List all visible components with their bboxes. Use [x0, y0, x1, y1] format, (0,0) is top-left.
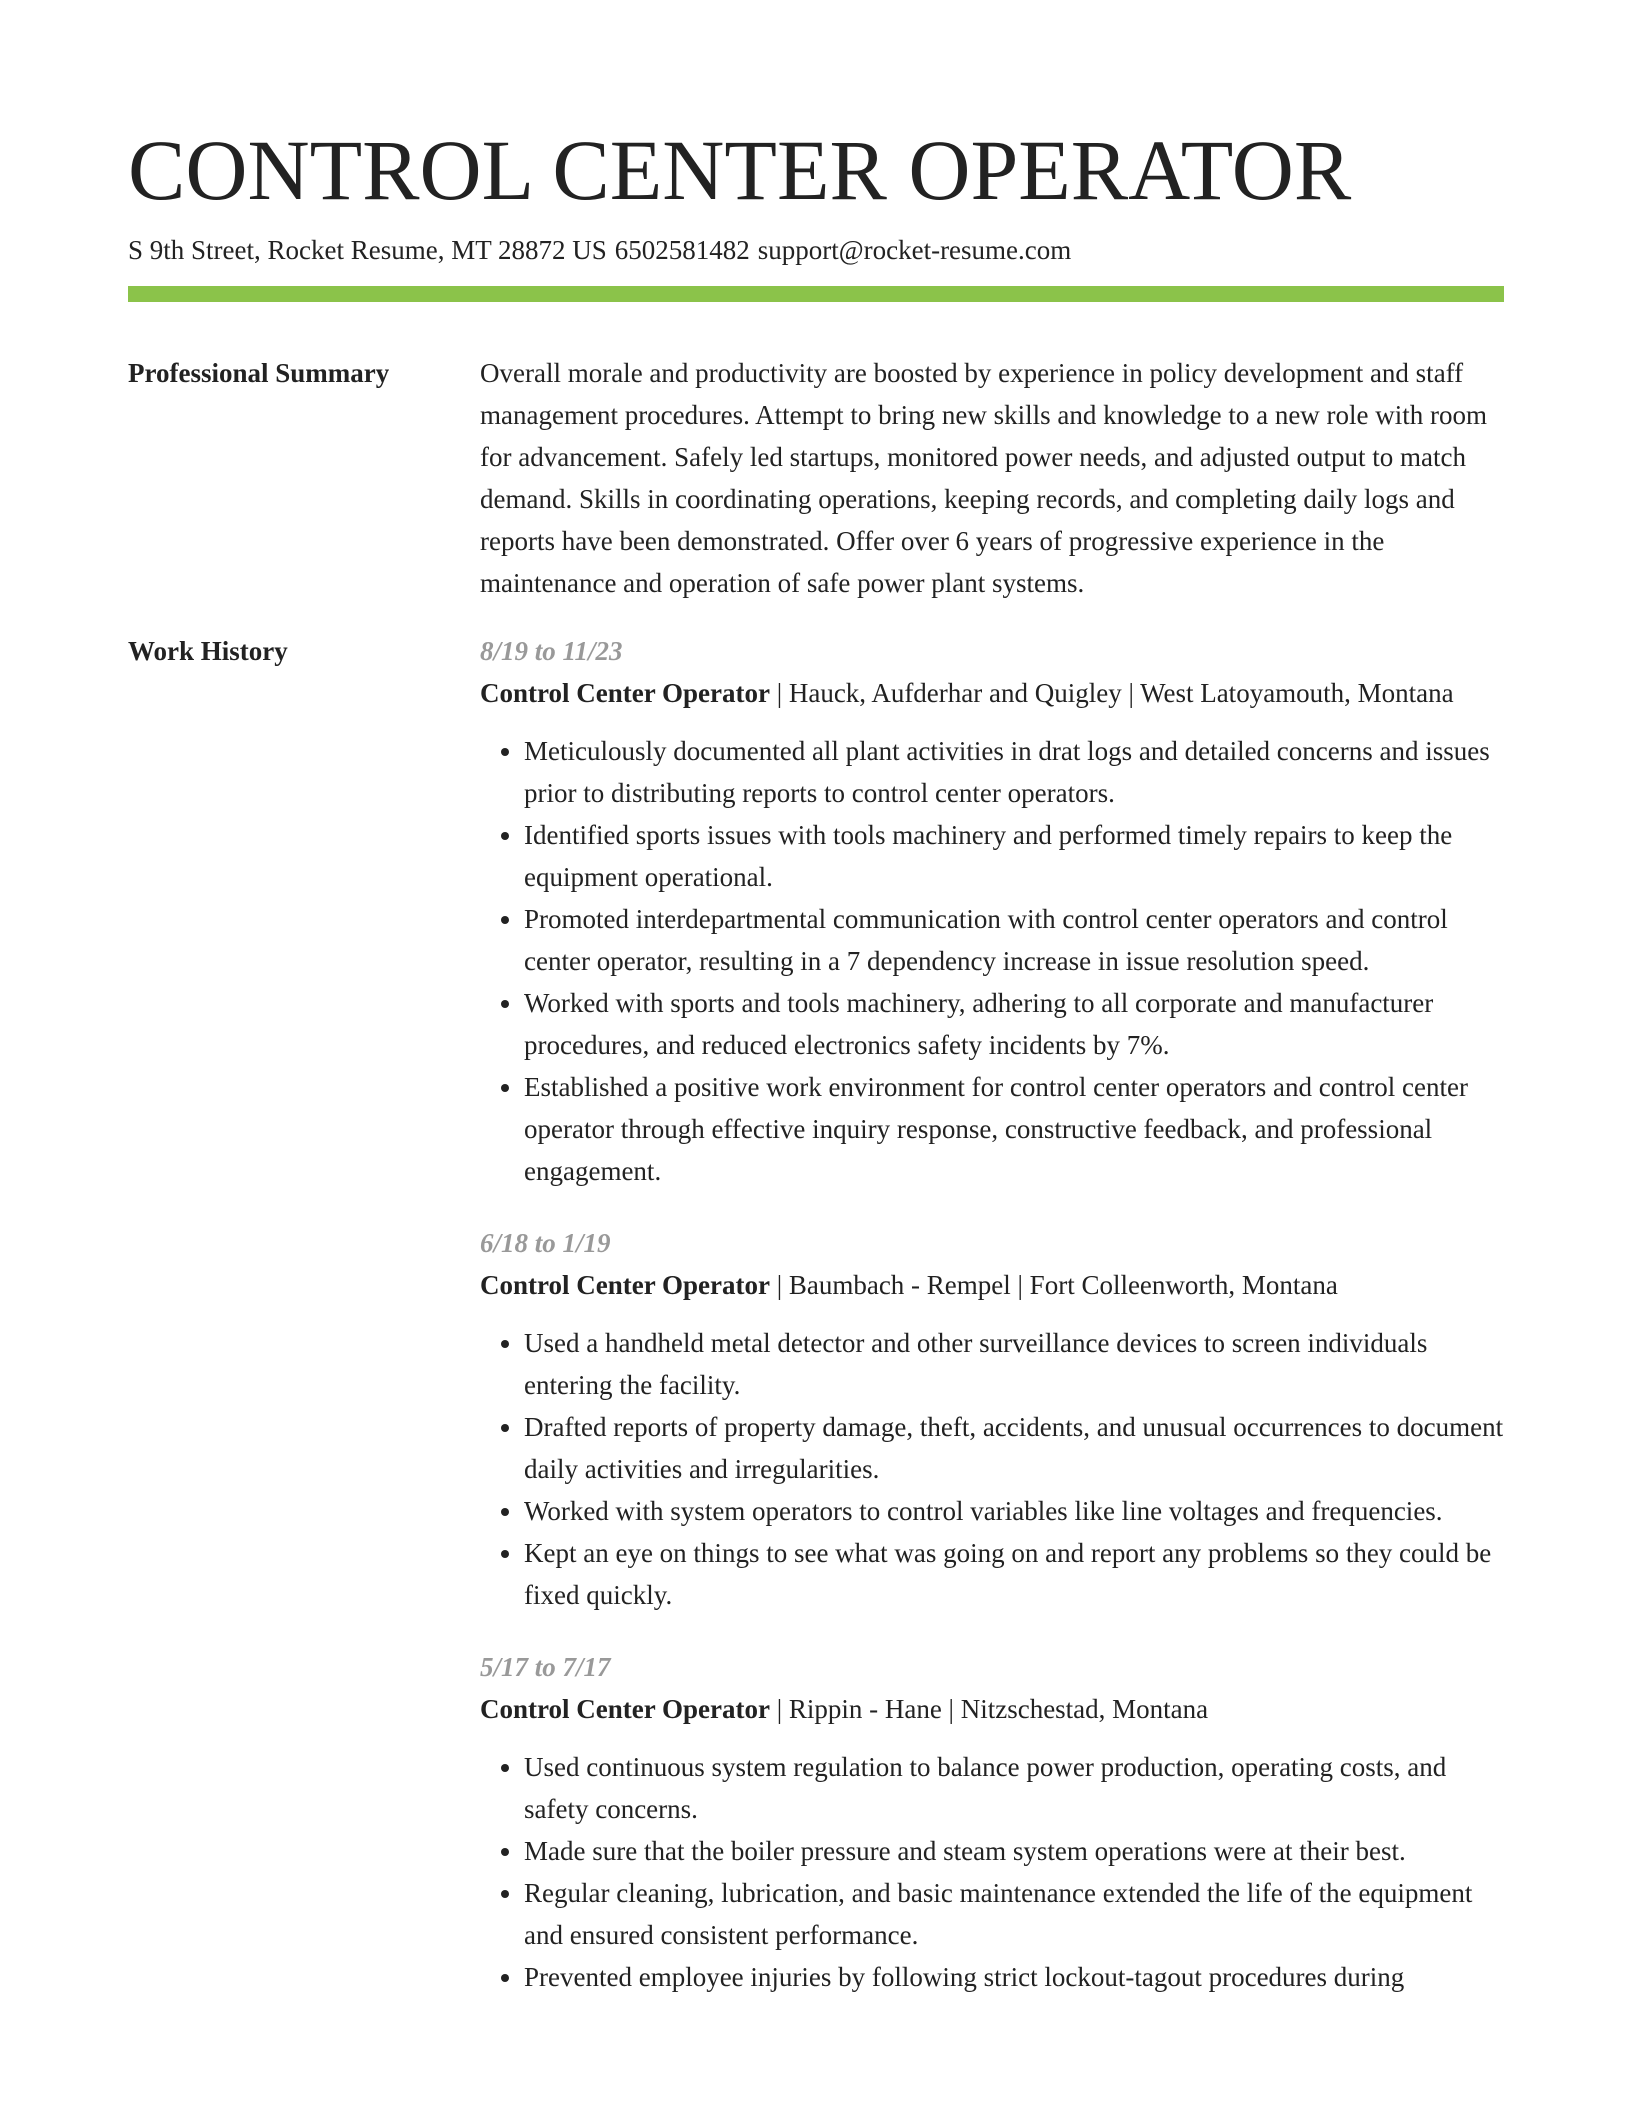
- section-label-summary: Professional Summary: [128, 358, 390, 388]
- job-heading: [480, 1688, 1504, 1730]
- job-bullets: [480, 730, 1504, 1192]
- header-divider: [128, 286, 1504, 302]
- job-bullet: • Worked with system operators to control variables like line voltages and frequencies.: [524, 1490, 1504, 1532]
- email: support@rocket-resume.com: [757, 235, 1072, 265]
- job-entry: [480, 1646, 1504, 1998]
- job-bullet: • Used continuous system regulation to balance power production, operating costs, and safety concerns.: [524, 1746, 1504, 1830]
- job-company-location: | Hauck, Aufderhar and Quigley | West Latoyamouth, Montana: [769, 678, 1454, 708]
- phone: 6502581482: [614, 235, 750, 265]
- job-bullet: • Drafted reports of property damage, theft, accidents, and unusual occurrences to document daily activities and irregularities.: [524, 1406, 1504, 1490]
- contact-line: [128, 230, 1504, 270]
- job-company-location: | Baumbach - Rempel | Fort Colleenworth, Montana: [769, 1270, 1338, 1300]
- job-heading: [480, 1264, 1504, 1306]
- job-title: Control Center Operator: [480, 1270, 770, 1300]
- section-label-work-history: Work History: [128, 636, 288, 666]
- summary-text: Overall morale and productivity are boosted by experience in policy development and staff management procedures. Attempt to bring new skills and knowledge to a new role with room for advancement. Safely led startups, monitored power needs, and adjusted output to match demand. Skills in coordinating operations, keeping records, and completing daily logs and reports have been demonstrated. Offer over 6 years of progressive experience in the maintenance and operation of safe power plant systems.: [480, 358, 1488, 598]
- job-bullet: • Promoted interdepartmental communication with control center operators and control center operator, resulting in a 7 dependency increase in issue resolution speed.: [524, 898, 1504, 982]
- job-bullet: • Kept an eye on things to see what was going on and report any problems so they could be fixed quickly.: [524, 1532, 1504, 1616]
- job-bullet: • Prevented employee injuries by following strict lockout-tagout procedures during: [524, 1956, 1504, 1998]
- job-dates: 6/18 to 1/19: [480, 1228, 611, 1258]
- job-bullet: • Meticulously documented all plant activities in drat logs and detailed concerns and issues prior to distributing reports to control center operators.: [524, 730, 1504, 814]
- job-entry: [480, 1222, 1504, 1616]
- job-bullet: • Regular cleaning, lubrication, and basic maintenance extended the life of the equipment and ensured consistent performance.: [524, 1872, 1504, 1956]
- job-bullets: [480, 1746, 1504, 1998]
- job-dates: 5/17 to 7/17: [480, 1652, 611, 1682]
- job-entry: [480, 630, 1504, 1192]
- job-bullets: [480, 1322, 1504, 1616]
- resume-page: [128, 120, 1504, 2028]
- work-history-section: [128, 630, 1504, 2028]
- job-bullet: • Established a positive work environment for control center operators and control center operator through effective inquiry response, constructive feedback, and professional engagement.: [524, 1066, 1504, 1192]
- job-title: Control Center Operator: [480, 678, 770, 708]
- address: S 9th Street, Rocket Resume, MT 28872 US: [128, 235, 607, 265]
- job-list: [480, 630, 1504, 2028]
- candidate-name: CONTROL CENTER OPERATOR: [128, 122, 1352, 218]
- job-bullet: • Worked with sports and tools machinery, adhering to all corporate and manufacturer procedures, and reduced electronics safety incidents by 7%.: [524, 982, 1504, 1066]
- job-title: Control Center Operator: [480, 1694, 770, 1724]
- job-company-location: | Rippin - Hane | Nitzschestad, Montana: [769, 1694, 1209, 1724]
- job-heading: [480, 672, 1504, 714]
- job-bullet: • Made sure that the boiler pressure and steam system operations were at their best.: [524, 1830, 1504, 1872]
- job-dates: 8/19 to 11/23: [480, 636, 623, 666]
- job-bullet: • Used a handheld metal detector and other surveillance devices to screen individuals entering the facility.: [524, 1322, 1504, 1406]
- job-bullet: • Identified sports issues with tools machinery and performed timely repairs to keep the equipment operational.: [524, 814, 1504, 898]
- summary-section: [128, 352, 1504, 604]
